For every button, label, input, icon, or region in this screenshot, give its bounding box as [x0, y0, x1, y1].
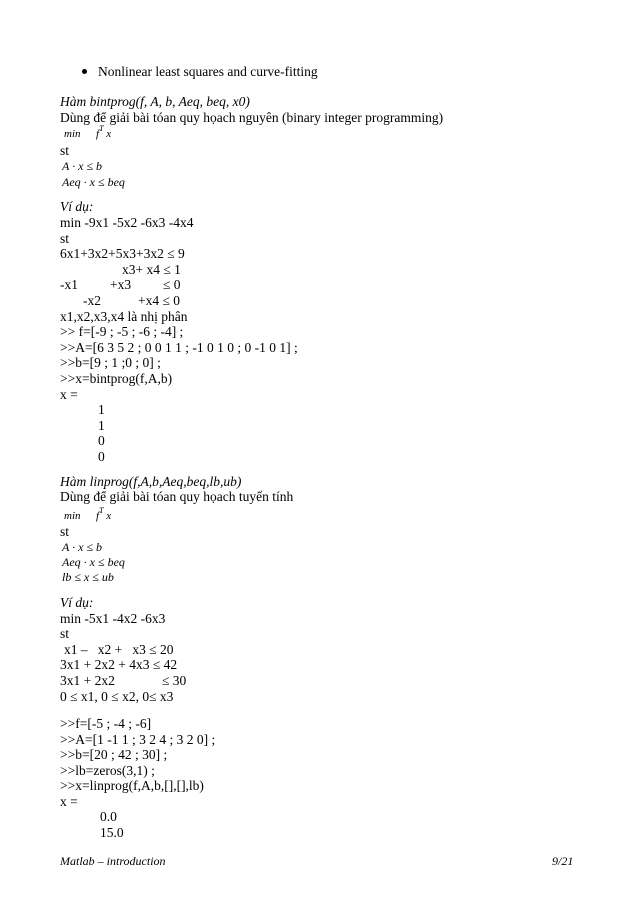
- section1-formula-constraint-2: Aeq · x ≤ beq: [62, 175, 125, 189]
- section2-formula-st: st: [60, 524, 70, 539]
- example1-line: ≤ 0: [163, 277, 181, 292]
- example2-line: >>lb=zeros(3,1) ;: [60, 763, 155, 778]
- example1-result-value: 1: [98, 402, 105, 417]
- example1-line: 6x1+3x2+5x3+3x2 ≤ 9: [60, 246, 185, 261]
- objective-f: f: [96, 510, 100, 522]
- example1-line: >>x=bintprog(f,A,b): [60, 371, 173, 386]
- example2-result-value: 15.0: [100, 825, 124, 840]
- example1-line: >>b=[9 ; 1 ;0 ; 0] ;: [60, 355, 161, 370]
- example1-line: st: [60, 231, 70, 246]
- example2-line: x =: [60, 794, 78, 809]
- example1-line: x =: [60, 387, 78, 402]
- example1-result-value: 0: [98, 433, 105, 448]
- section1-formula-objective: [96, 126, 111, 142]
- section1-description: Dùng để giải bài tóan quy họach nguyên (binary integer programming): [60, 110, 444, 125]
- bullet-icon: [82, 69, 87, 74]
- section1-example-heading: Ví dụ:: [60, 199, 94, 214]
- objective-x: x: [106, 510, 112, 522]
- example1-line: -x1: [60, 277, 78, 292]
- objective-f: f: [96, 128, 100, 140]
- example2-line: 3x1 + 2x2 + 4x3 ≤ 42: [60, 657, 178, 672]
- example1-line: >>A=[6 3 5 2 ; 0 0 1 1 ; -1 0 1 0 ; 0 -1 0 1] ;: [60, 340, 298, 355]
- example2-line: >>x=linprog(f,A,b,[],[],lb): [60, 778, 204, 793]
- section2-example-heading: Ví dụ:: [60, 595, 94, 610]
- section2-formula-constraint-2: Aeq · x ≤ beq: [62, 555, 125, 569]
- example1-result-value: 1: [98, 418, 105, 433]
- objective-x: x: [106, 128, 112, 140]
- example1-result-value: 0: [98, 449, 105, 464]
- example1-line: min -9x1 -5x2 -6x3 -4x4: [60, 215, 194, 230]
- example2-line: 3x1 + 2x2: [60, 673, 115, 688]
- section2-formula-objective: [96, 508, 111, 524]
- footer-page-number: 9/21: [552, 854, 574, 868]
- footer-title: Matlab – introduction: [60, 854, 166, 868]
- example2-line: st: [60, 626, 70, 641]
- example1-line: +x4 ≤ 0: [138, 293, 181, 308]
- example2-line: min -5x1 -4x2 -6x3: [60, 611, 166, 626]
- example1-line: >> f=[-9 ; -5 ; -6 ; -4] ;: [60, 324, 184, 339]
- section1-formula-constraint-1: A · x ≤ b: [62, 159, 103, 173]
- section2-formula-min: min: [64, 510, 81, 522]
- section1-formula-min: min: [64, 128, 81, 140]
- example1-line: +x3: [110, 277, 132, 292]
- example1-line: x3+ x4 ≤ 1: [122, 262, 181, 277]
- example2-result-value: 0.0: [100, 809, 117, 824]
- section1-formula-st: st: [60, 143, 70, 158]
- example2-line: >>A=[1 -1 1 ; 3 2 4 ; 3 2 0] ;: [60, 732, 216, 747]
- section2-formula-constraint-3: lb ≤ x ≤ ub: [62, 570, 114, 584]
- objective-transpose: T: [99, 124, 104, 133]
- example2-line: x1 – x2 + x3 ≤ 20: [64, 642, 174, 657]
- objective-transpose: T: [99, 506, 104, 515]
- bullet-text: Nonlinear least squares and curve-fitting: [98, 64, 318, 79]
- example2-line: 0 ≤ x1, 0 ≤ x2, 0≤ x3: [60, 689, 174, 704]
- example2-line: >>b=[20 ; 42 ; 30] ;: [60, 747, 168, 762]
- example1-line: x1,x2,x3,x4 là nhị phân: [60, 309, 188, 324]
- section2-description: Dùng để giải bài tóan quy họach tuyến tính: [60, 489, 294, 504]
- section2-formula-constraint-1: A · x ≤ b: [62, 540, 103, 554]
- example2-line: >>f=[-5 ; -4 ; -6]: [60, 716, 152, 731]
- example2-line: ≤ 30: [162, 673, 187, 688]
- example1-line: -x2: [83, 293, 101, 308]
- section2-heading: Hàm linprog(f,A,b,Aeq,beq,lb,ub): [60, 474, 242, 489]
- section1-heading: Hàm bintprog(f, A, b, Aeq, beq, x0): [60, 94, 250, 109]
